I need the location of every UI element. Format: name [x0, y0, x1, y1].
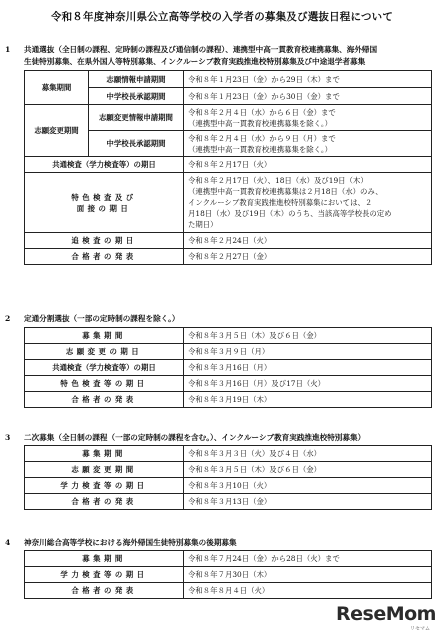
row-group-label: 募集期間	[25, 71, 89, 105]
section-1-heading	[5, 44, 377, 55]
table-row	[25, 462, 432, 478]
table-row	[25, 157, 432, 173]
row-label: 中学校長承認期間	[89, 131, 184, 157]
row-value: 令和８年２月24日（火）	[184, 233, 432, 249]
row-label: 合格者の発表	[25, 494, 184, 510]
logo-kana: リセマム	[410, 626, 430, 632]
row-label: 志願変更の期日	[25, 344, 184, 360]
value-line: インクルーシブ教育実践推進校特別募集においては、２	[188, 198, 373, 207]
row-value: 令和８年３月５日（木）及び６日（金）	[184, 328, 432, 344]
row-value: 令和８年３月16日（月）	[184, 360, 432, 376]
value-line: （連携型中高一貫教育校連携募集を除く。）	[188, 144, 332, 154]
row-value: 令和８年３月16日（月）及び17日（火）	[184, 376, 432, 392]
row-value: 令和８年２月17日（火）	[184, 157, 432, 173]
section-heading-line: 二次募集（全日制の課程（一部の定時制の課程を含む。）、インクルーシブ教育実践推進校特別募集）	[24, 433, 366, 442]
row-label: 募集期間	[25, 446, 184, 462]
table-row	[25, 392, 432, 408]
value-line: 令和８年２月４日（水）から９日（月）まで	[188, 133, 336, 143]
row-value: 令和８年３月９日（月）	[184, 344, 432, 360]
table-row	[25, 249, 432, 265]
table-row	[25, 344, 432, 360]
section-3-heading	[5, 432, 365, 443]
row-value: 令和８年１月23日（金）から29日（木）まで	[184, 71, 432, 88]
resemom-logo	[334, 602, 436, 632]
value-line: （連携型中高一貫教育校連携募集は２月18日（水）のみ、	[188, 187, 383, 196]
section-4-heading	[5, 537, 237, 548]
section-number: 4	[5, 538, 11, 547]
table-row	[25, 71, 432, 88]
row-label: 共通検査（学力検査等）の期日	[25, 157, 184, 173]
value-line: 月18日（水）及び19日（木）のうち、当該高等学校長の定め	[188, 209, 392, 218]
section-2-table	[24, 327, 432, 408]
section-4-table	[24, 550, 432, 599]
row-value: 令和８年２月27日（金）	[184, 249, 432, 265]
table-row	[25, 360, 432, 376]
table-row	[25, 376, 432, 392]
section-number: 2	[5, 314, 11, 323]
value-line: 令和８年２月17日（火）、18日（水）及び19日（木）	[188, 176, 368, 185]
row-label: 特色検査等の期日	[25, 376, 184, 392]
table-row	[25, 173, 432, 233]
row-value: 令和８年７月24日（金）から28日（火）まで	[184, 551, 432, 567]
value-line: た期日）	[188, 220, 218, 229]
row-value: 令和８年３月５日（木）及び６日（金）	[184, 462, 432, 478]
row-value: 令和８年７月30日（木）	[184, 567, 432, 583]
row-label: 合格者の発表	[25, 392, 184, 408]
row-value: 令和８年３月10日（火）	[184, 478, 432, 494]
section-1-heading-cont: 生徒特別募集、在県外国人等特別募集、インクルーシブ教育実践推進校特別募集及び中途退学者募集	[24, 57, 366, 66]
section-number: 1	[5, 45, 11, 54]
value-line: （連携型中高一貫教育校連携募集を除く。）	[188, 118, 332, 128]
table-row	[25, 494, 432, 510]
row-value: 令和８年３月19日（木）	[184, 392, 432, 408]
value-line: 令和８年２月４日（水）から６日（金）まで	[188, 107, 336, 117]
section-heading-line: 共通選抜（全日制の課程、定時制の課程及び通信制の課程）、連携型中高一貫教育校連携募集、海外帰国	[24, 45, 378, 54]
page-title: 令和８年度神奈川県公立高等学校の入学者の募集及び選抜日程について	[50, 11, 394, 23]
row-value: 令和８年３月13日（金）	[184, 494, 432, 510]
table-row	[25, 105, 432, 131]
table-row	[25, 478, 432, 494]
row-value	[184, 173, 432, 233]
row-value: 令和８年８月４日（火）	[184, 583, 432, 599]
section-heading-line: 神奈川総合高等学校における海外帰国生徒特別募集の後期募集	[24, 538, 237, 547]
row-label	[25, 173, 184, 233]
row-label: 志願変更情報申請期間	[89, 105, 184, 131]
row-label: 募集期間	[25, 328, 184, 344]
row-value: 令和８年３月３日（火）及び４日（水）	[184, 446, 432, 462]
row-label: 学力検査等の期日	[25, 478, 184, 494]
row-value	[184, 105, 432, 131]
table-row	[25, 328, 432, 344]
row-value: 令和８年１月23日（金）から30日（金）まで	[184, 88, 432, 105]
table-row	[25, 233, 432, 249]
row-label: 合格者の発表	[25, 249, 184, 265]
table-row	[25, 551, 432, 567]
row-label: 志願変更期間	[25, 462, 184, 478]
section-heading-line: 定通分割選抜（一部の定時制の課程を除く。）	[24, 314, 180, 323]
row-label: 追検査の期日	[25, 233, 184, 249]
section-2-heading	[5, 313, 180, 324]
row-group-label: 志願変更期間	[25, 105, 89, 157]
label-line: 面接の期日	[76, 203, 132, 213]
table-row	[25, 583, 432, 599]
row-label: 志願情報申請期間	[89, 71, 184, 88]
row-label: 中学校長承認期間	[89, 88, 184, 105]
logo-wordmark: ReseMom	[336, 603, 436, 625]
table-row	[25, 446, 432, 462]
row-label: 共通検査（学力検査等）の期日	[25, 360, 184, 376]
section-1-table	[24, 70, 432, 265]
table-row	[25, 567, 432, 583]
row-value	[184, 131, 432, 157]
row-label: 合格者の発表	[25, 583, 184, 599]
section-number: 3	[5, 433, 11, 442]
section-3-table	[24, 445, 432, 510]
label-line: 特色検査及び	[71, 192, 137, 202]
row-label: 募集期間	[25, 551, 184, 567]
row-label: 学力検査等の期日	[25, 567, 184, 583]
